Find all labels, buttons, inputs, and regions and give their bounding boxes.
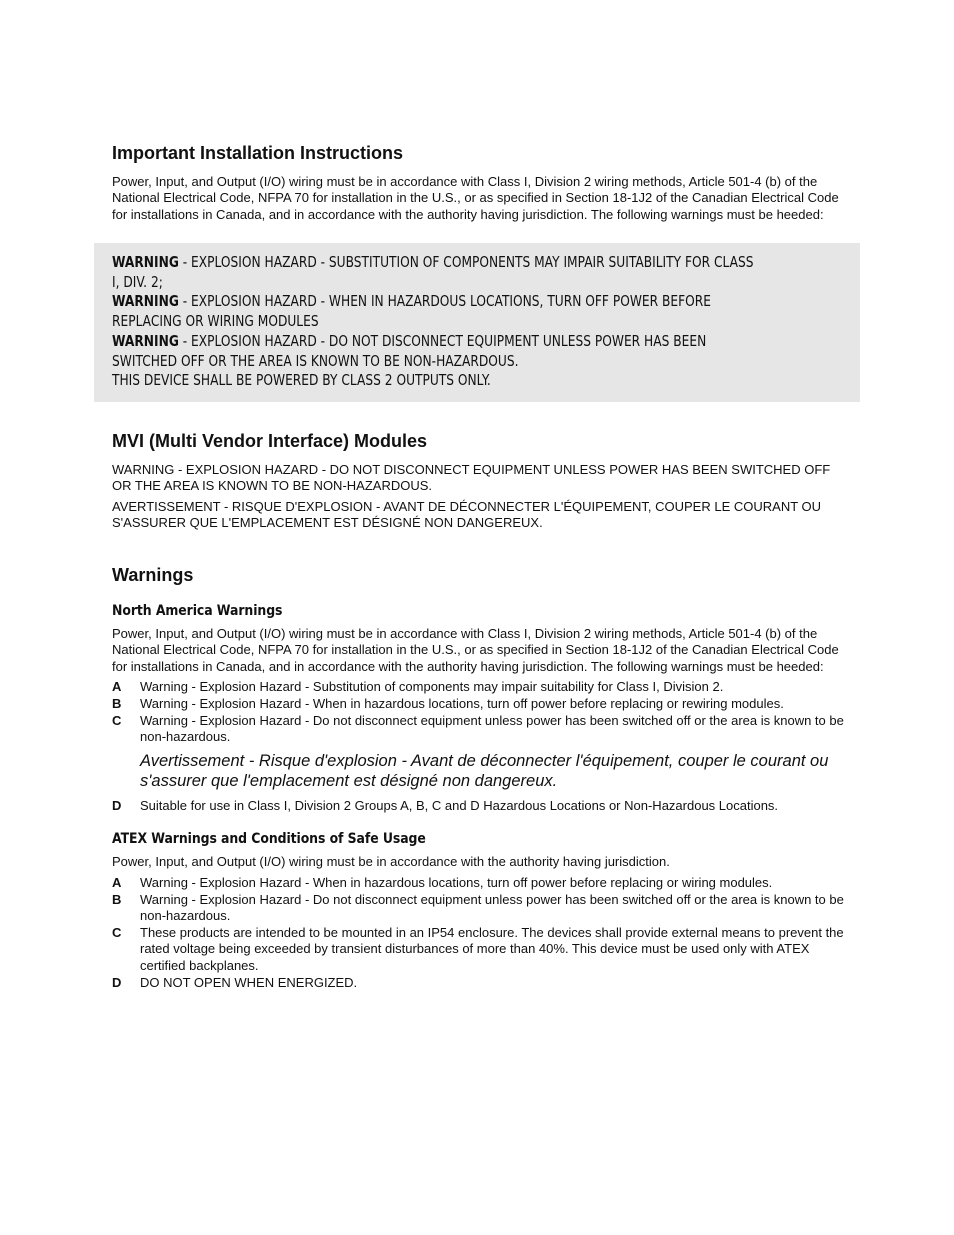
list-item: C Warning - Explosion Hazard - Do not disconnect equipment unless power has been switched off or the area is known to be non-hazardous. [112, 713, 844, 745]
list-letter: D [112, 974, 122, 990]
list-letter: C [112, 713, 122, 729]
mvi-warning-english: WARNING - EXPLOSION HAZARD - DO NOT DISCONNECT EQUIPMENT UNLESS POWER HAS BEEN SWITCHED OFF OR THE AREA IS KNOWN TO BE NON-HAZARDOUS. [112, 462, 831, 494]
atex-paragraph: Power, Input, and Output (I/O) wiring must be in accordance with the authority having jurisdiction. [112, 854, 670, 870]
mvi-heading: MVI (Multi Vendor Interface) Modules [112, 431, 428, 451]
list-item: A Warning - Explosion Hazard - When in hazardous locations, turn off power before replacing or wiring modules. [112, 874, 773, 890]
list-letter: A [112, 874, 122, 890]
installation-heading: Important Installation Instructions [112, 143, 404, 163]
warning-line: SWITCHED OFF OR THE AREA IS KNOWN TO BE NON-HAZARDOUS. [112, 351, 519, 370]
list-item: B Warning - Explosion Hazard - Do not disconnect equipment unless power has been switched off or the area is known to be non-hazardous. [112, 891, 844, 923]
warning-line: WARNING - EXPLOSION HAZARD - DO NOT DISCONNECT EQUIPMENT UNLESS POWER HAS BEEN [112, 331, 707, 350]
installation-section [112, 142, 852, 223]
list-item: A Warning - Explosion Hazard - Substitution of components may impair suitability for Class I, Division 2. [112, 679, 724, 695]
warning-box [94, 243, 860, 402]
list-item: C These products are intended to be mounted in an IP54 enclosure. The devices shall provide external means to prevent the rated voltage being exceeded by transient disturbances of more than 40%. This device must be used only with ATEX certified backplanes. [112, 924, 844, 973]
warning-line: I, DIV. 2; [112, 272, 163, 291]
list-item: D Suitable for use in Class I, Division 2 Groups A, B, C and D Hazardous Locations or Non-Hazardous Locations. [112, 797, 779, 813]
north-america-list-d [112, 798, 852, 814]
north-america-paragraph: Power, Input, and Output (I/O) wiring must be in accordance with Class I, Division 2 wiring methods, Article 501-4 (b) of the National Electrical Code, NFPA 70 for installation in the U.S., or as specified in Section 18-1J2 of the Canadian Electrical Code for installations in Canada, and in accordance with the authority having jurisdiction. The following warnings must be heeded: [112, 626, 839, 674]
warning-box-content [112, 253, 852, 391]
warning-line: WARNING - EXPLOSION HAZARD - WHEN IN HAZARDOUS LOCATIONS, TURN OFF POWER BEFORE [112, 292, 712, 311]
list-item: D DO NOT OPEN WHEN ENERGIZED. [112, 974, 358, 990]
mvi-section [112, 430, 852, 532]
class2-line: THIS DEVICE SHALL BE POWERED BY CLASS 2 OUTPUTS ONLY. [112, 371, 491, 390]
atex-heading: ATEX Warnings and Conditions of Safe Usage [112, 831, 426, 848]
atex-list [112, 875, 852, 991]
north-america-list [112, 679, 852, 746]
warning-line: REPLACING OR WIRING MODULES [112, 312, 319, 331]
warnings-heading: Warnings [112, 565, 194, 585]
list-letter: C [112, 924, 122, 940]
list-letter: D [112, 797, 122, 813]
north-america-heading: North America Warnings [112, 603, 283, 619]
list-letter: A [112, 679, 122, 695]
list-letter: B [112, 891, 122, 907]
warnings-section [112, 564, 852, 992]
mvi-warning-french: AVERTISSEMENT - RISQUE D'EXPLOSION - AVANT DE DÉCONNECTER L'ÉQUIPEMENT, COUPER LE COURANT OU S'ASSURER QUE L'EMPLACEMENT EST DÉSIGNÉ NON DANGEREUX. [112, 498, 822, 531]
installation-paragraph: Power, Input, and Output (I/O) wiring must be in accordance with Class I, Division 2 wiring methods, Article 501-4 (b) of the National Electrical Code, NFPA 70 for installation in the U.S., or as specified in Section 18-1J2 of the Canadian Electrical Code for installations in Canada, and in accordance with the authority having jurisdiction. The following warnings must be heeded: [112, 174, 839, 222]
warning-line: WARNING - EXPLOSION HAZARD - SUBSTITUTION OF COMPONENTS MAY IMPAIR SUITABILITY FOR CLASS [112, 253, 754, 271]
list-item: B Warning - Explosion Hazard - When in hazardous locations, turn off power before replacing or rewiring modules. [112, 696, 784, 712]
list-letter: B [112, 696, 122, 712]
french-warning: Avertissement - Risque d'explosion - Avant de déconnecter l'équipement, couper le courant ou s'assurer que l'emplacement est désigné non dangereux. [140, 751, 829, 791]
